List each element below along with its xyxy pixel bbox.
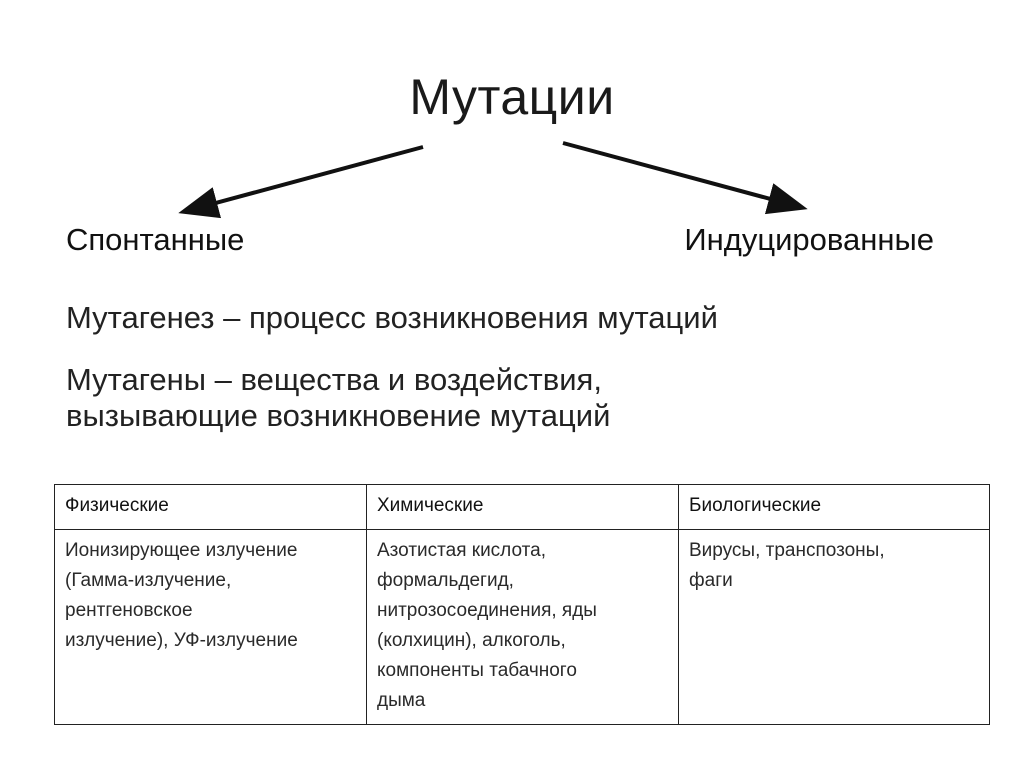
mutagens-definition-line: Мутагены – вещества и воздействия, [66, 362, 602, 397]
spontaneous-label: Спонтанные [66, 222, 245, 257]
cell-line: (колхицин), алкоголь, [377, 630, 566, 651]
cell-line: (Гамма-излучение, [65, 570, 232, 591]
cell-line: излучение), УФ-излучение [65, 630, 298, 651]
left-arrow [186, 147, 423, 211]
header-physical: Физические [55, 485, 367, 530]
slide-title: Мутации [409, 69, 615, 125]
induced-label: Индуцированные [684, 222, 934, 257]
mutagens-definition-line: вызывающие возникновение мутаций [66, 398, 611, 433]
cell-line: компоненты табачного [377, 660, 577, 681]
cell-chemical [367, 530, 679, 725]
cell-line: нитрозосоединения, яды [377, 600, 597, 621]
cell-line: фаги [689, 570, 733, 591]
table-row [55, 530, 990, 725]
header-biological: Биологические [679, 485, 990, 530]
cell-line: Азотистая кислота, [377, 540, 546, 561]
cell-biological [679, 530, 990, 725]
table-header-row [55, 485, 990, 530]
right-arrow [563, 143, 800, 207]
cell-line: Ионизирующее излучение [65, 540, 298, 561]
mutagens-definition [66, 362, 946, 434]
mutagen-types-table [54, 484, 989, 725]
header-chemical: Химические [367, 485, 679, 530]
cell-line: рентгеновское [65, 600, 193, 621]
mutagenesis-definition: Мутагенез – процесс возникновения мутаций [66, 300, 718, 335]
cell-physical [55, 530, 367, 725]
cell-line: Вирусы, транспозоны, [689, 540, 885, 561]
cell-line: формальдегид, [377, 570, 514, 591]
cell-line: дыма [377, 690, 426, 711]
